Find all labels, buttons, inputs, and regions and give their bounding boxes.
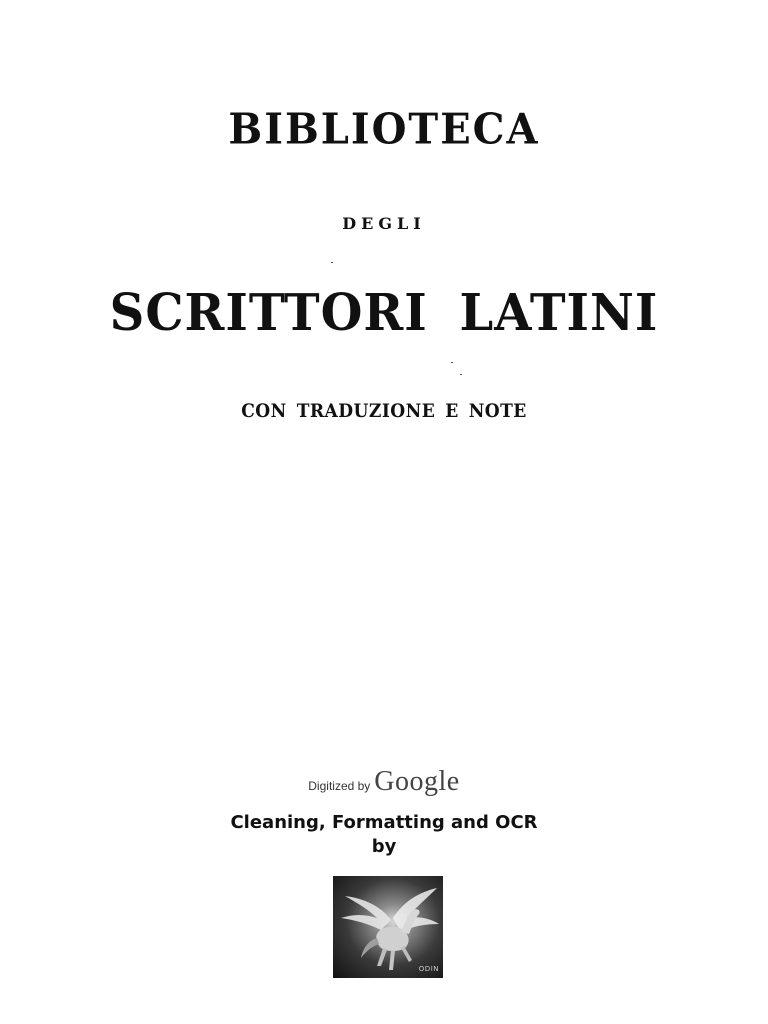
book-title: BIBLIOTECA bbox=[228, 104, 540, 155]
credit-line: Cleaning, Formatting and OCR bbox=[230, 812, 538, 833]
pegasus-emblem bbox=[333, 876, 443, 978]
digitized-by-line bbox=[0, 766, 768, 798]
print-speck bbox=[460, 374, 462, 375]
pegasus-icon bbox=[333, 876, 443, 978]
book-main-title: SCRITTORI LATINI bbox=[109, 283, 659, 343]
digitized-by-text: Digitized by bbox=[308, 779, 371, 793]
book-subtitle: CON TRADUZIONE E NOTE bbox=[241, 400, 527, 422]
print-speck bbox=[331, 262, 333, 263]
book-title-connector: DEGLI bbox=[342, 214, 426, 233]
credit-by: by bbox=[371, 836, 397, 857]
google-wordmark: Google bbox=[374, 766, 460, 797]
print-speck bbox=[451, 362, 453, 363]
emblem-label: ODIN bbox=[418, 965, 439, 973]
